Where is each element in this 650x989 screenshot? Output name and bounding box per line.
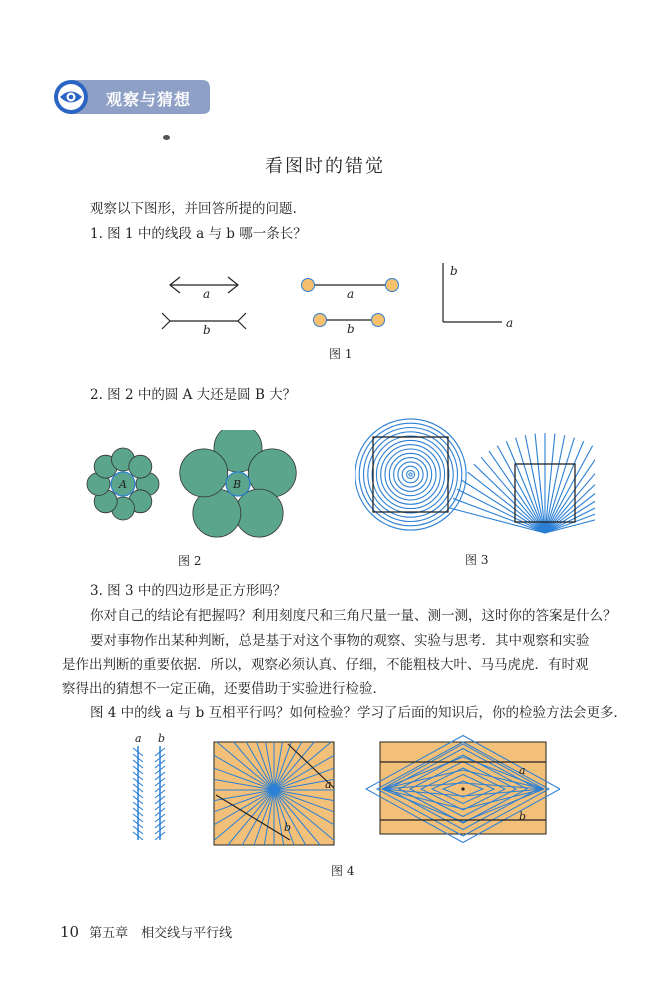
banner-label: 观察与猜想	[106, 90, 192, 109]
paragraph-2-line-2: 是作出判断的重要依据．所以，观察必须认真、仔细，不能粗枝大叶、马马虎虎．有时观	[62, 657, 589, 673]
label-b-2: b	[347, 322, 355, 336]
page-footer	[60, 922, 232, 941]
label-B: B	[233, 478, 242, 491]
figure-2	[80, 430, 310, 540]
label-b-4b: b	[284, 821, 292, 834]
question-1: 1. 图 1 中的线段 a 与 b 哪一条长？	[90, 226, 307, 242]
figure-4	[120, 730, 560, 855]
page-number: 10	[60, 923, 80, 941]
page-title: 看图时的错觉	[265, 156, 385, 177]
chapter-title: 第五章 相交线与平行线	[89, 926, 233, 941]
label-b-1: b	[203, 323, 211, 337]
paragraph-3: 图 4 中的线 a 与 b 互相平行吗？如何检验？学习了后面的知识后，你的检验方法会更多．	[90, 705, 628, 721]
label-a-2: a	[347, 287, 355, 301]
figure-3	[355, 418, 595, 540]
label-a-4c: a	[519, 764, 526, 777]
label-b-4c: b	[519, 810, 527, 823]
caption-fig2: 图 2	[178, 554, 202, 568]
caption-fig4: 图 4	[331, 864, 355, 878]
label-b-4a: b	[158, 732, 166, 745]
label-a-4b: a	[325, 778, 332, 791]
label-b-3: b	[450, 264, 458, 278]
paragraph-2-line-1: 要对事物作出某种判断，总是基于对这个事物的观察、实验与思考．其中观察和实验	[90, 633, 590, 649]
ink-dot	[163, 135, 170, 140]
figure-1	[150, 255, 530, 345]
label-a-3: a	[506, 316, 514, 330]
question-2: 2. 图 2 中的圆 A 大还是圆 B 大？	[90, 387, 297, 403]
label-a-1: a	[203, 287, 211, 301]
paragraph-2-line-3: 察得出的猜想不一定正确，还要借助于实验进行检验．	[62, 681, 386, 697]
label-A: A	[119, 478, 127, 491]
intro-text: 观察以下图形，并回答所提的问题.	[90, 201, 297, 217]
label-a-4a: a	[135, 732, 142, 745]
paragraph-1: 你对自己的结论有把握吗？利用刻度尺和三角尺量一量、测一测，这时你的答案是什么？	[90, 608, 617, 624]
question-3: 3. 图 3 中的四边形是正方形吗？	[90, 583, 287, 599]
caption-fig1: 图 1	[329, 347, 353, 361]
caption-fig3: 图 3	[465, 553, 489, 567]
